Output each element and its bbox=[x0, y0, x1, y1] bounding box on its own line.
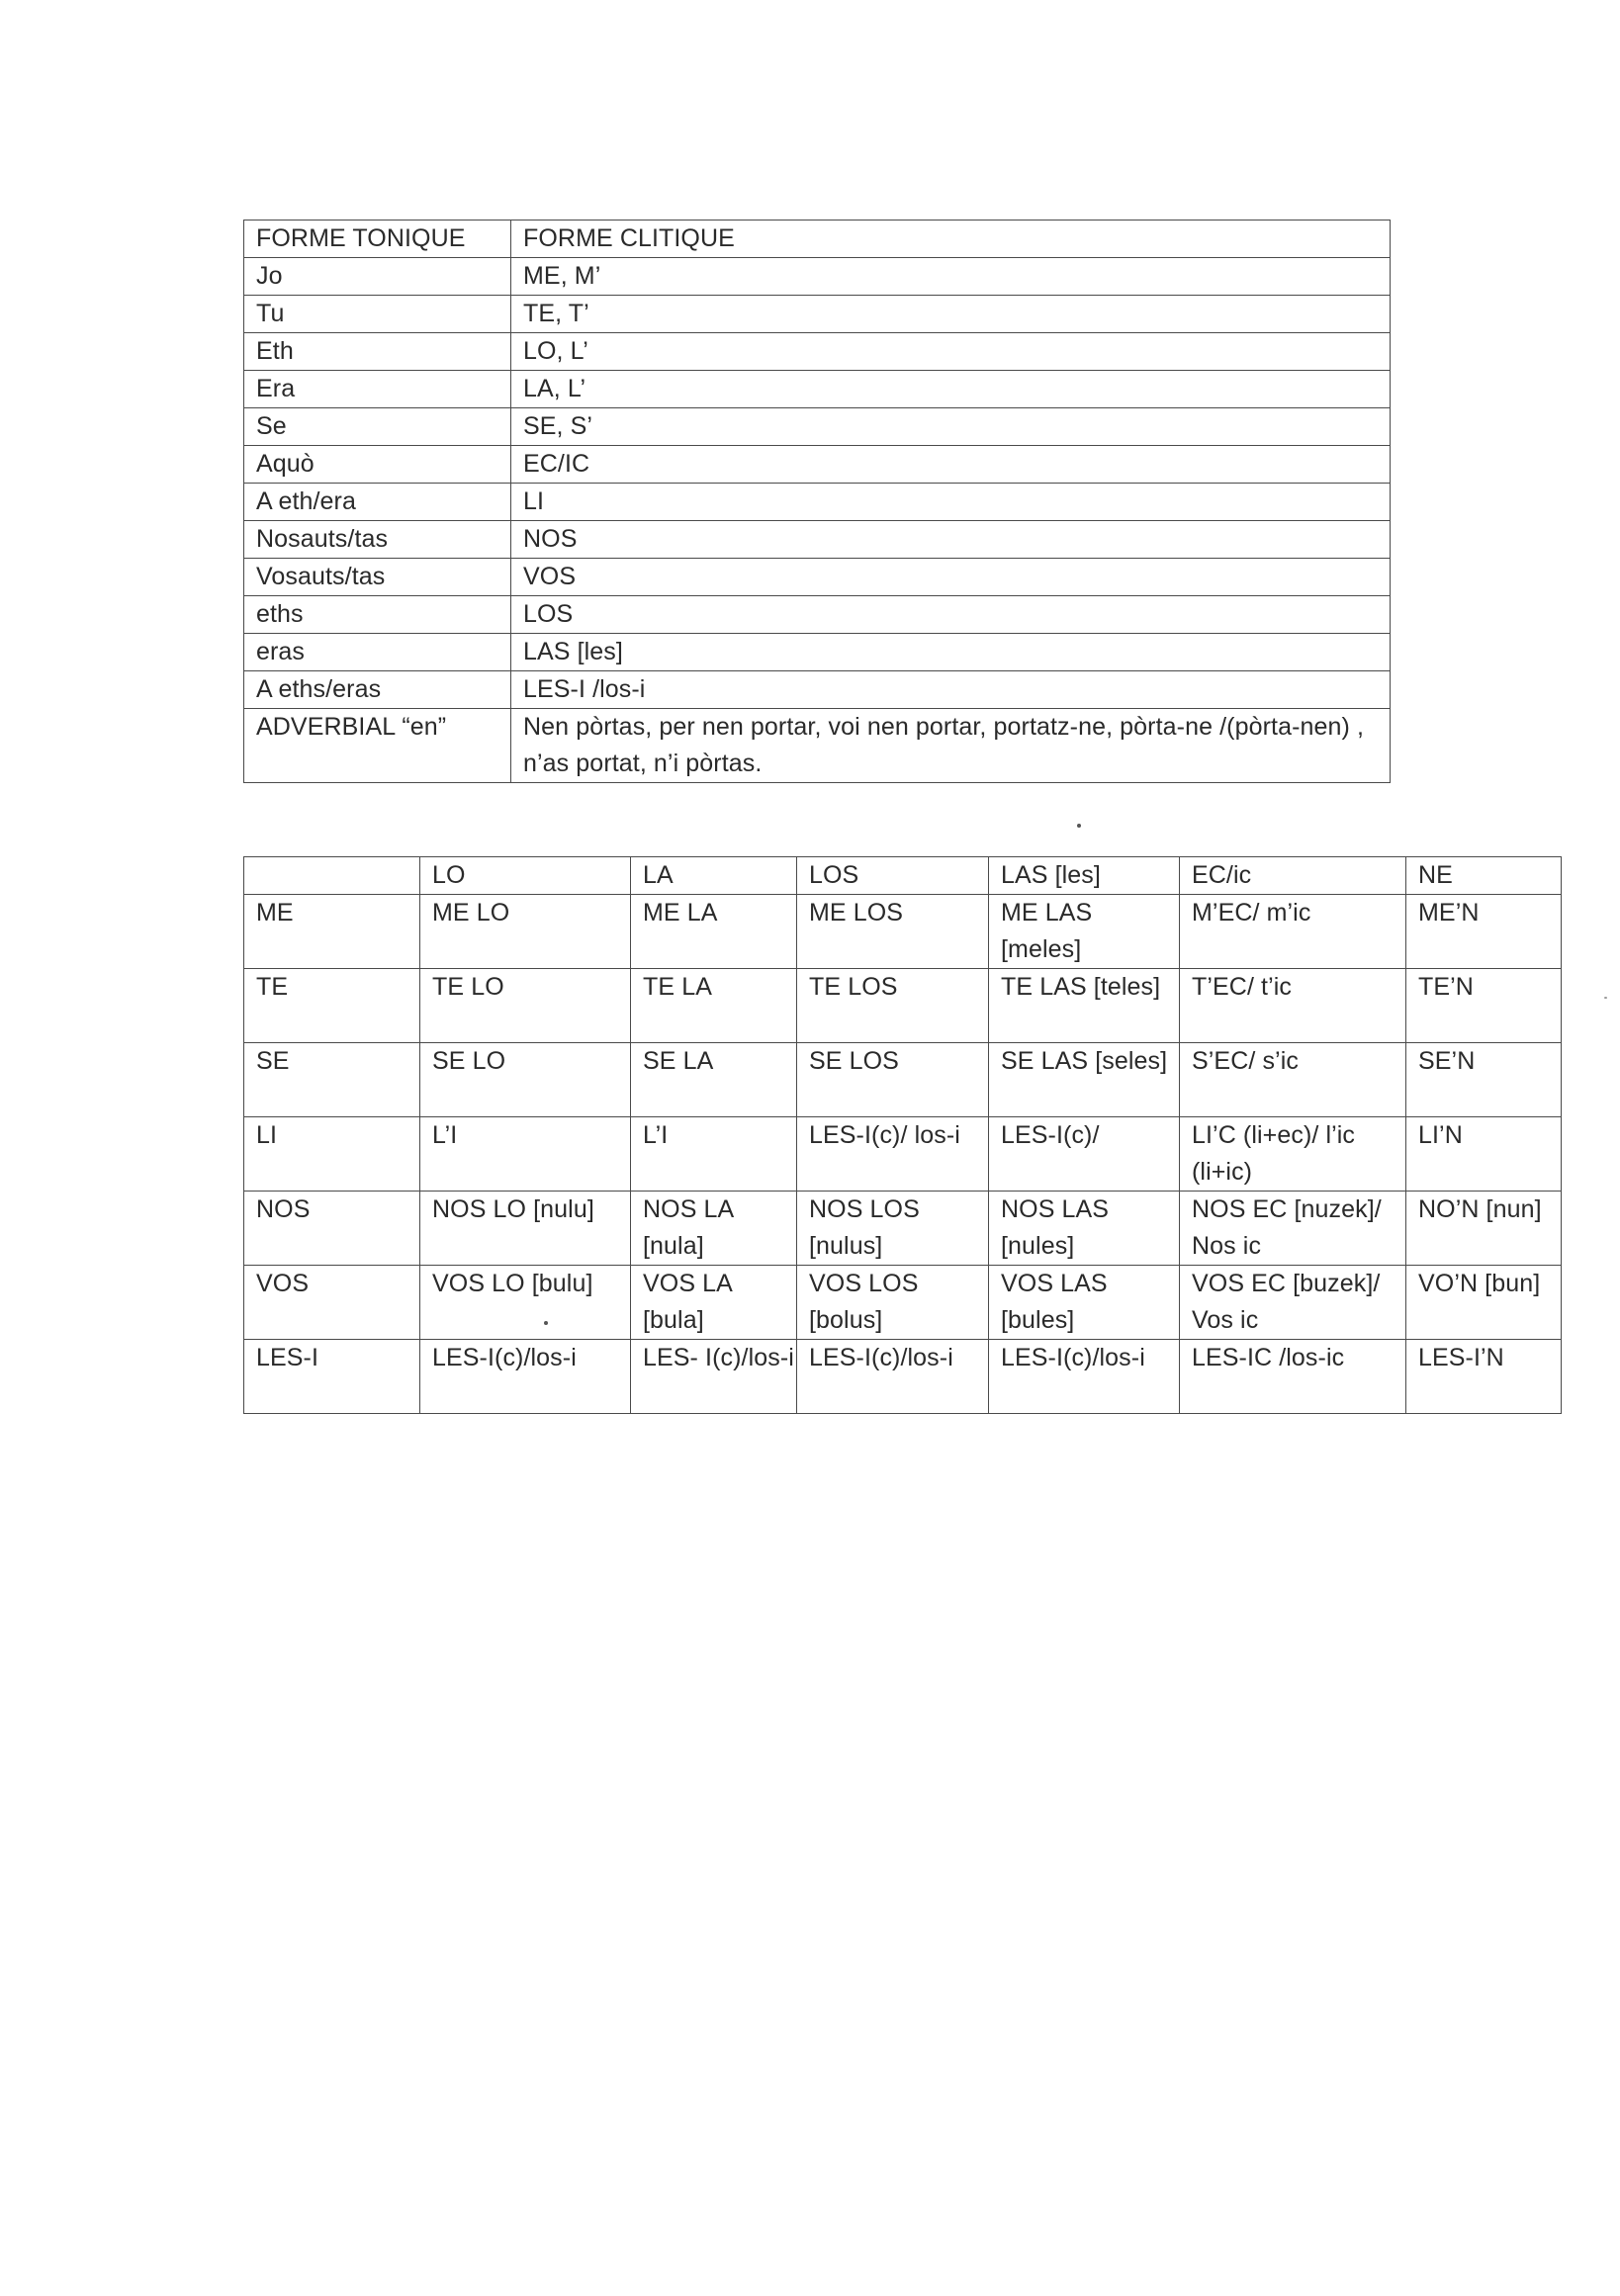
table-row bbox=[244, 709, 1391, 783]
clitic-form-cell: VOS bbox=[511, 559, 1391, 596]
tonic-form-cell: Era bbox=[244, 371, 511, 408]
table-cell: NOS EC [nuzek]/ Nos ic bbox=[1180, 1192, 1406, 1266]
clitic-form-cell: TE, T’ bbox=[511, 296, 1391, 333]
clitic-form-cell: LO, L’ bbox=[511, 333, 1391, 371]
table-cell: SE LO bbox=[420, 1043, 631, 1117]
table-cell: VOS LA [bula] bbox=[631, 1266, 797, 1340]
tonic-form-cell: A eths/eras bbox=[244, 671, 511, 709]
table-cell: ME LOS bbox=[797, 895, 989, 969]
tonic-form-cell: A eth/era bbox=[244, 484, 511, 521]
table-header-row bbox=[244, 221, 1391, 258]
table-cell: NOS LOS [nulus] bbox=[797, 1192, 989, 1266]
table-cell: VO’N [bun] bbox=[1406, 1266, 1562, 1340]
clitic-form-cell: LI bbox=[511, 484, 1391, 521]
table-row bbox=[244, 559, 1391, 596]
clitic-form-cell: Nen pòrtas, per nen portar, voi nen portar, portatz-ne, pòrta-ne /(pòrta-nen) , n’as portat, n’i pòrtas. bbox=[511, 709, 1391, 783]
scan-speck bbox=[544, 1321, 548, 1325]
clitic-form-cell: NOS bbox=[511, 521, 1391, 559]
tonic-form-cell: eths bbox=[244, 596, 511, 634]
header-cell: NE bbox=[1406, 857, 1562, 895]
header-cell bbox=[244, 857, 420, 895]
table-cell: SE’N bbox=[1406, 1043, 1562, 1117]
table-row bbox=[244, 371, 1391, 408]
table-row bbox=[244, 671, 1391, 709]
clitic-form-cell: LA, L’ bbox=[511, 371, 1391, 408]
table-cell: L’I bbox=[420, 1117, 631, 1192]
header-cell: FORME TONIQUE bbox=[244, 221, 511, 258]
table-row bbox=[244, 333, 1391, 371]
table-row bbox=[244, 634, 1391, 671]
row-header-cell: NOS bbox=[244, 1192, 420, 1266]
clitic-form-cell: SE, S’ bbox=[511, 408, 1391, 446]
header-cell: LAS [les] bbox=[989, 857, 1180, 895]
table-cell: NOS LA [nula] bbox=[631, 1192, 797, 1266]
row-header-cell: SE bbox=[244, 1043, 420, 1117]
table-row bbox=[244, 521, 1391, 559]
clitic-form-cell: EC/IC bbox=[511, 446, 1391, 484]
table-cell: LES-I’N bbox=[1406, 1340, 1562, 1414]
tonic-form-cell: Nosauts/tas bbox=[244, 521, 511, 559]
table-cell: TE LAS [teles] bbox=[989, 969, 1180, 1043]
table-row bbox=[244, 446, 1391, 484]
table-cell: NO’N [nun] bbox=[1406, 1192, 1562, 1266]
row-header-cell: TE bbox=[244, 969, 420, 1043]
header-cell: FORME CLITIQUE bbox=[511, 221, 1391, 258]
table-cell: VOS EC [buzek]/ Vos ic bbox=[1180, 1266, 1406, 1340]
table-cell: VOS LOS [bolus] bbox=[797, 1266, 989, 1340]
tonic-form-cell: ADVERBIAL “en” bbox=[244, 709, 511, 783]
tonic-form-cell: Aquò bbox=[244, 446, 511, 484]
table-cell: SE LAS [seles] bbox=[989, 1043, 1180, 1117]
table-cell: ME LO bbox=[420, 895, 631, 969]
scan-speck bbox=[1604, 997, 1607, 999]
table-cell: VOS LO [bulu] bbox=[420, 1266, 631, 1340]
table-cell: TE’N bbox=[1406, 969, 1562, 1043]
table-cell: TE LA bbox=[631, 969, 797, 1043]
tonic-form-cell: Se bbox=[244, 408, 511, 446]
table-cell: LES-I(c)/los-i bbox=[797, 1340, 989, 1414]
table-cell: LES-IC /los-ic bbox=[1180, 1340, 1406, 1414]
table-cell: VOS LAS [bules] bbox=[989, 1266, 1180, 1340]
pronoun-forms-table bbox=[243, 220, 1391, 783]
row-header-cell: LES-I bbox=[244, 1340, 420, 1414]
header-cell: EC/ic bbox=[1180, 857, 1406, 895]
row-header-cell: VOS bbox=[244, 1266, 420, 1340]
header-cell: LO bbox=[420, 857, 631, 895]
table-row bbox=[244, 258, 1391, 296]
table-row bbox=[244, 1266, 1562, 1340]
clitic-form-cell: LES-I /los-i bbox=[511, 671, 1391, 709]
scan-speck bbox=[1077, 824, 1081, 828]
table-row bbox=[244, 1043, 1562, 1117]
table-header-row bbox=[244, 857, 1562, 895]
table-cell: SE LA bbox=[631, 1043, 797, 1117]
table-cell: T’EC/ t’ic bbox=[1180, 969, 1406, 1043]
table-cell: LES- I(c)/los-i bbox=[631, 1340, 797, 1414]
table-cell: TE LOS bbox=[797, 969, 989, 1043]
tonic-form-cell: Jo bbox=[244, 258, 511, 296]
table-cell: LI’N bbox=[1406, 1117, 1562, 1192]
header-cell: LOS bbox=[797, 857, 989, 895]
table-row bbox=[244, 895, 1562, 969]
table-cell: ME’N bbox=[1406, 895, 1562, 969]
table-cell: LES-I(c)/ bbox=[989, 1117, 1180, 1192]
table-cell: LES-I(c)/los-i bbox=[420, 1340, 631, 1414]
table-row bbox=[244, 596, 1391, 634]
table-cell: M’EC/ m’ic bbox=[1180, 895, 1406, 969]
row-header-cell: ME bbox=[244, 895, 420, 969]
table-cell: ME LAS [meles] bbox=[989, 895, 1180, 969]
row-header-cell: LI bbox=[244, 1117, 420, 1192]
table-cell: SE LOS bbox=[797, 1043, 989, 1117]
table-cell: LES-I(c)/ los-i bbox=[797, 1117, 989, 1192]
table-cell: TE LO bbox=[420, 969, 631, 1043]
tonic-form-cell: Tu bbox=[244, 296, 511, 333]
table-cell: ME LA bbox=[631, 895, 797, 969]
table-row bbox=[244, 1192, 1562, 1266]
clitic-form-cell: LOS bbox=[511, 596, 1391, 634]
table-cell: NOS LAS [nules] bbox=[989, 1192, 1180, 1266]
clitic-combination-table bbox=[243, 856, 1562, 1414]
table-row bbox=[244, 484, 1391, 521]
clitic-form-cell: LAS [les] bbox=[511, 634, 1391, 671]
tonic-form-cell: Eth bbox=[244, 333, 511, 371]
clitic-form-cell: ME, M’ bbox=[511, 258, 1391, 296]
tonic-form-cell: Vosauts/tas bbox=[244, 559, 511, 596]
table-row bbox=[244, 1340, 1562, 1414]
table-row bbox=[244, 408, 1391, 446]
header-cell: LA bbox=[631, 857, 797, 895]
table-cell: L’I bbox=[631, 1117, 797, 1192]
table-cell: LI’C (li+ec)/ l’ic (li+ic) bbox=[1180, 1117, 1406, 1192]
table-row bbox=[244, 1117, 1562, 1192]
table-cell: NOS LO [nulu] bbox=[420, 1192, 631, 1266]
table-cell: LES-I(c)/los-i bbox=[989, 1340, 1180, 1414]
table-row bbox=[244, 969, 1562, 1043]
tonic-form-cell: eras bbox=[244, 634, 511, 671]
table-cell: S’EC/ s’ic bbox=[1180, 1043, 1406, 1117]
table-row bbox=[244, 296, 1391, 333]
